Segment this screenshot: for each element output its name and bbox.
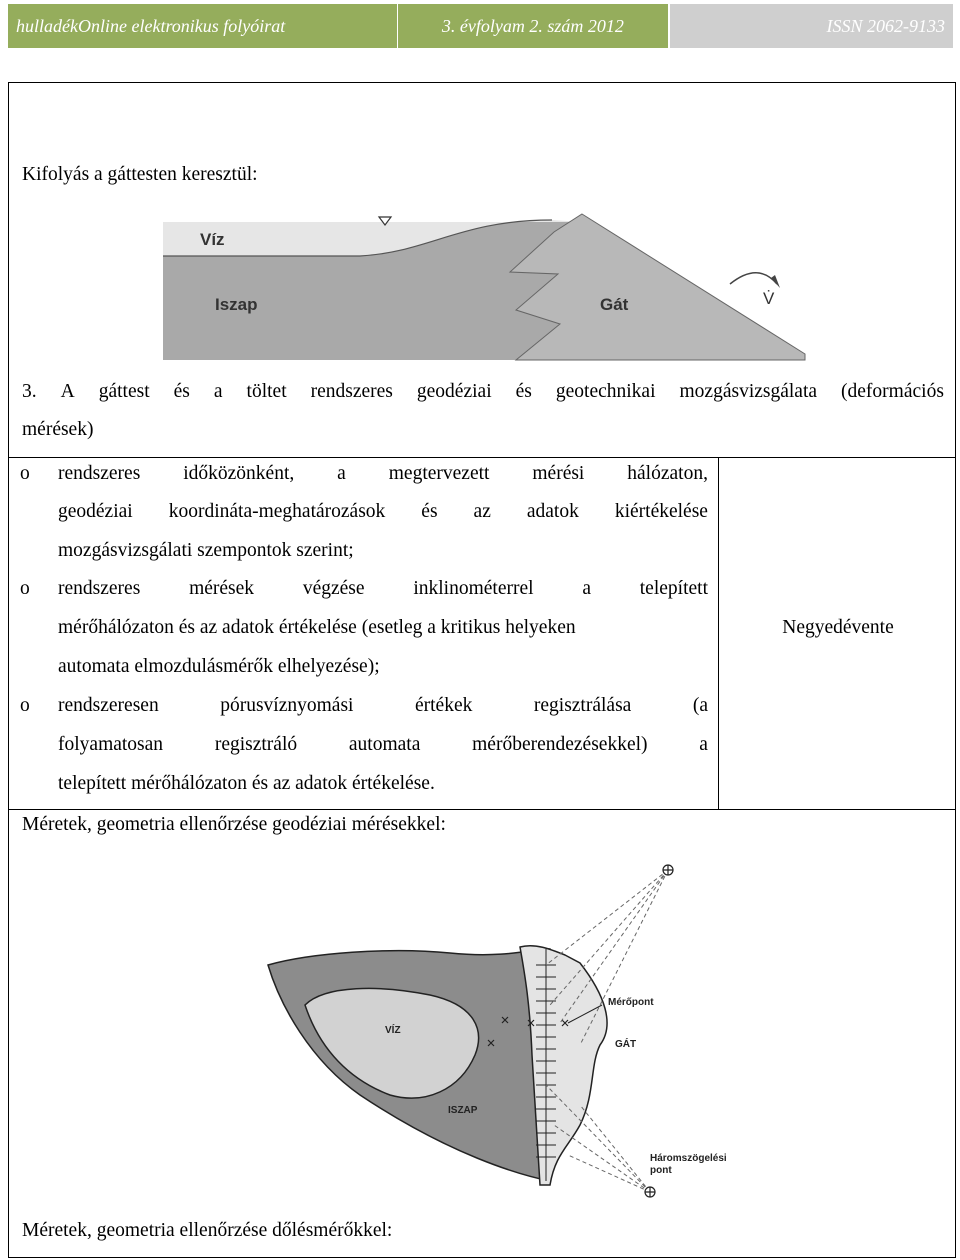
section-title-geodetic: Méretek, geometria ellenőrzése geodéziai mérésekkel: xyxy=(22,814,446,835)
bullet-1: o xyxy=(20,463,30,484)
label-triangulation-1: Háromszögelési xyxy=(650,1153,727,1164)
label-flow: V̇ xyxy=(763,289,775,308)
item-3-line-3: telepített mérőhálózaton és az adatok értékelése. xyxy=(58,773,435,794)
label-triangulation-2: pont xyxy=(650,1165,672,1176)
label-iszap: Iszap xyxy=(215,295,258,314)
table-divider-2 xyxy=(8,809,956,810)
table-divider-1 xyxy=(8,457,956,458)
water-area xyxy=(305,988,479,1098)
item-2-line-3: automata elmozdulásmérők elhelyezése); xyxy=(58,656,380,677)
triangulation-point-top xyxy=(663,865,673,875)
label-gat: GÁT xyxy=(615,1039,637,1050)
outflow-arrow xyxy=(730,273,777,284)
item-1-line-2: geodéziai koordináta-meghatározások és az adatok kiértékelése xyxy=(58,501,708,522)
label-viz: Víz xyxy=(200,230,225,249)
item-1-line-3: mozgásvizsgálati szempontok szerint; xyxy=(58,540,354,561)
bullet-2: o xyxy=(20,578,30,599)
triangulation-point-bottom xyxy=(645,1187,655,1197)
journal-header xyxy=(8,4,953,48)
section-heading-monitoring: 3. A gáttest és a töltet rendszeres geodéziai és geotechnikai mozgásvizsgálata (deformációs xyxy=(22,381,944,402)
dam-seepage-figure xyxy=(160,212,810,372)
table-column-divider xyxy=(718,457,719,809)
label-gat: Gát xyxy=(600,295,629,314)
label-iszap: ISZAP xyxy=(448,1105,478,1116)
section-heading-line2: mérések) xyxy=(22,419,94,440)
geodetic-measurement-figure xyxy=(250,855,730,1205)
frequency-value: Negyedévente xyxy=(782,617,894,638)
item-2-line-2: mérőhálózaton és az adatok értékelése (esetleg a kritikus helyeken xyxy=(58,617,576,638)
item-2-line-1: rendszeres mérések végzése inklinométerrel a telepített xyxy=(58,578,708,599)
issn: ISSN 2062-9133 xyxy=(670,4,953,48)
issue-info: 3. évfolyam 2. szám 2012 xyxy=(398,4,667,48)
label-meropont: Mérőpont xyxy=(608,997,654,1008)
label-viz: VÍZ xyxy=(385,1025,401,1036)
section-title-outflow: Kifolyás a gáttesten keresztül: xyxy=(22,164,258,185)
dam-body xyxy=(510,214,805,360)
section-title-inclinometer: Méretek, geometria ellenőrzése dőlésmérőkkel: xyxy=(22,1220,393,1241)
item-3-line-1: rendszeresen pórusvíznyomási értékek regisztrálása (a xyxy=(58,695,708,716)
item-1-line-1: rendszeres időközönként, a megtervezett mérési hálózaton, xyxy=(58,463,708,484)
journal-name: hulladékOnline elektronikus folyóirat xyxy=(8,4,397,48)
item-3-line-2: folyamatosan regisztráló automata mérőberendezésekkel) a xyxy=(58,734,708,755)
bullet-3: o xyxy=(20,695,30,716)
